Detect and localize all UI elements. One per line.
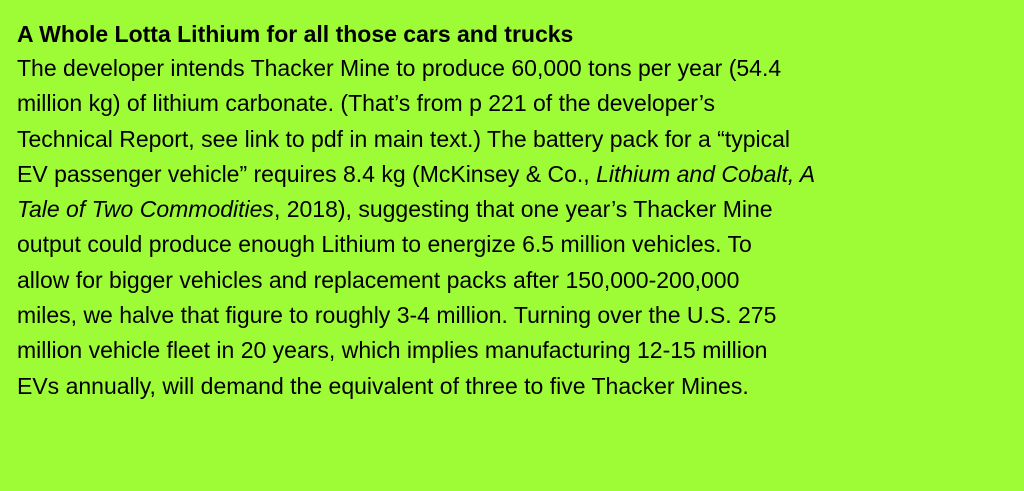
line-text: output could produce enough Lithium to energize 6.5 million vehicles. To [17, 231, 752, 258]
body-line [17, 333, 1008, 368]
line-text: EVs annually, will demand the equivalent of three to five Thacker Mines. [17, 372, 749, 399]
citation-title-part-1: Lithium and Cobalt, A [596, 160, 816, 187]
body-line [17, 51, 1008, 86]
line-text: allow for bigger vehicles and replacement packs after 150,000-200,000 [17, 266, 740, 293]
line-text: miles, we halve that figure to roughly 3-4 million. Turning over the U.S. 275 [17, 302, 777, 329]
line-text: million kg) of lithium carbonate. (That’s from p 221 of the developer’s [17, 90, 716, 117]
body-line [17, 263, 1008, 298]
citation-title-part-2: Tale of Two Commodities [17, 196, 274, 223]
line-text: EV passenger vehicle” requires 8.4 kg (McKinsey & Co., [17, 160, 597, 187]
body-line [17, 86, 1008, 121]
box-body [17, 51, 1008, 404]
body-line [17, 298, 1008, 333]
body-line [17, 369, 1008, 404]
line-text: , 2018), suggesting that one year’s Thacker Mine [273, 196, 773, 223]
line-text: Technical Report, see link to pdf in main text.) The battery pack for a “typical [17, 125, 790, 152]
body-line [17, 122, 1008, 157]
line-text: The developer intends Thacker Mine to produce 60,000 tons per year (54.4 [17, 55, 782, 81]
line-text: million vehicle fleet in 20 years, which implies manufacturing 12-15 million [17, 337, 768, 364]
box-title: A Whole Lotta Lithium for all those cars and trucks [17, 21, 574, 47]
body-line [17, 157, 1008, 192]
body-line [17, 227, 1008, 262]
body-line [17, 192, 1008, 227]
